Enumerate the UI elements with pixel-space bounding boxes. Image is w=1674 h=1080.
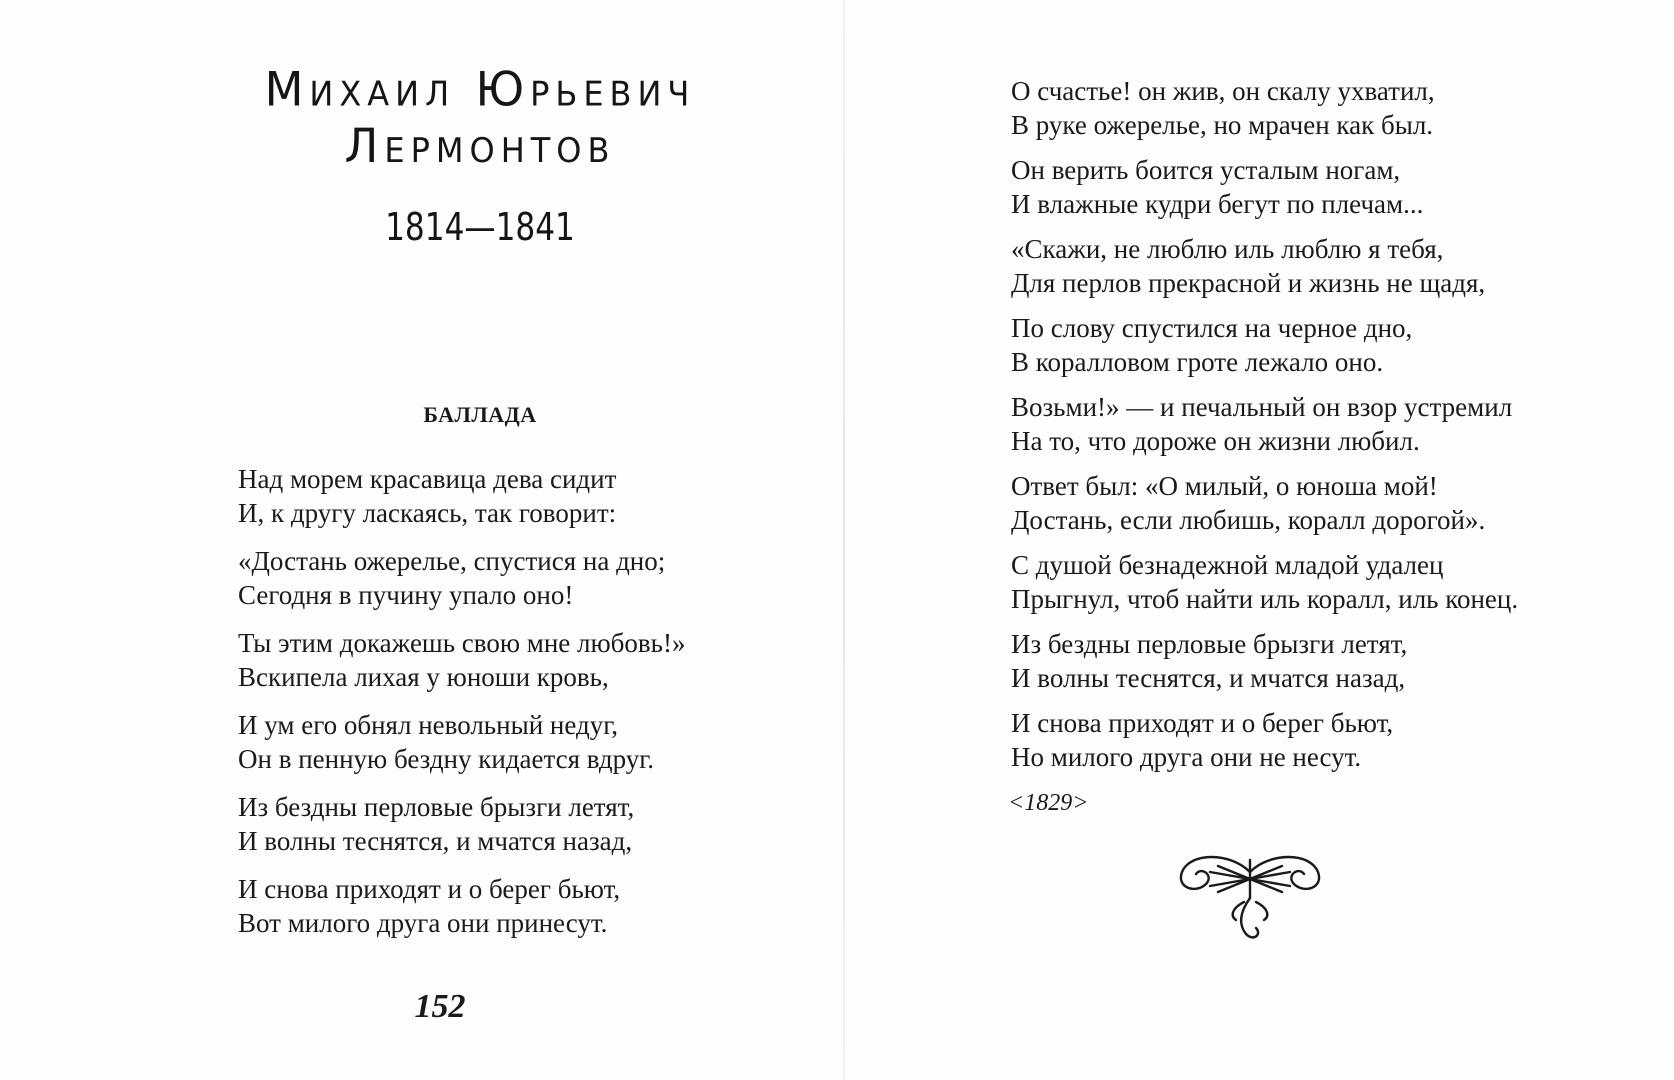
verse-line: «Достань ожерелье, спустися на дно; bbox=[238, 546, 666, 576]
stanza bbox=[1011, 469, 1518, 537]
verse-line: Но милого друга они не несут. bbox=[1011, 742, 1362, 772]
left-stanzas bbox=[238, 462, 685, 954]
stanza bbox=[238, 790, 685, 858]
author-last-name: Лермонтов bbox=[344, 118, 616, 174]
verse-line: И ум его обнял невольный недуг, bbox=[238, 710, 619, 740]
stanza bbox=[238, 462, 685, 530]
stanza bbox=[238, 708, 685, 776]
stanza bbox=[1011, 311, 1518, 379]
verse-line: Ответ был: «О милый, о юноша мой! bbox=[1011, 471, 1438, 501]
verse-line: С душой безнадежной младой удалец bbox=[1011, 550, 1444, 580]
verse-line: О счастье! он жив, он скалу ухватил, bbox=[1011, 76, 1435, 106]
verse-line: Он верить боится усталым ногам, bbox=[1011, 155, 1401, 185]
stanza bbox=[1011, 627, 1518, 695]
verse-line: Вот милого друга они принесут. bbox=[238, 908, 608, 938]
stanza bbox=[1011, 706, 1518, 774]
poem-title: БАЛЛАДА bbox=[423, 402, 537, 427]
flourish-ornament-icon bbox=[1170, 842, 1330, 952]
verse-line: И снова приходят и о берег бьют, bbox=[238, 874, 621, 904]
verse-line: И, к другу ласкаясь, так говорит: bbox=[238, 498, 617, 528]
verse-line: Прыгнул, чтоб найти иль коралл, иль конец. bbox=[1011, 584, 1519, 614]
verse-line: Сегодня в пучину упало оно! bbox=[238, 580, 574, 610]
verse-line: Достань, если любишь, коралл дорогой». bbox=[1011, 505, 1486, 535]
stanza bbox=[1011, 153, 1518, 221]
verse-line: Для перлов прекрасной и жизнь не щадя, bbox=[1011, 268, 1486, 298]
stanza bbox=[1011, 390, 1518, 458]
verse-line: «Скажи, не люблю иль люблю я тебя, bbox=[1011, 234, 1444, 264]
author-years: 1814—1841 bbox=[385, 205, 575, 249]
verse-line: На то, что дороже он жизни любил. bbox=[1011, 426, 1420, 456]
stanza bbox=[238, 626, 685, 694]
verse-line: Вскипела лихая у юноши кровь, bbox=[238, 662, 609, 692]
verse-line: И волны теснятся, и мчатся назад, bbox=[1011, 663, 1406, 693]
verse-line: Из бездны перловые брызги летят, bbox=[238, 792, 635, 822]
verse-line: Ты этим докажешь свою мне любовь!» bbox=[238, 628, 686, 658]
right-stanzas bbox=[1011, 74, 1518, 785]
verse-line: В руке ожерелье, но мрачен как был. bbox=[1011, 110, 1434, 140]
verse-line: Над морем красавица дева сидит bbox=[238, 464, 617, 494]
verse-line: И волны теснятся, и мчатся назад, bbox=[238, 826, 633, 856]
author-first-name: Михаил Юрьевич bbox=[264, 61, 696, 117]
verse-line: В коралловом гроте лежало оно. bbox=[1011, 347, 1384, 377]
verse-line: Из бездны перловые брызги летят, bbox=[1011, 629, 1408, 659]
stanza bbox=[238, 872, 685, 940]
stanza bbox=[1011, 232, 1518, 300]
stanza bbox=[1011, 548, 1518, 616]
poem-date: <1829> bbox=[1008, 790, 1089, 816]
author-name bbox=[0, 61, 960, 174]
verse-line: По слову спустился на черное дно, bbox=[1011, 313, 1413, 343]
page-number: 152 bbox=[414, 988, 466, 1025]
verse-line: И влажные кудри бегут по плечам... bbox=[1011, 189, 1424, 219]
stanza bbox=[1011, 74, 1518, 142]
verse-line: И снова приходят и о берег бьют, bbox=[1011, 708, 1394, 738]
verse-line: Он в пенную бездну кидается вдруг. bbox=[238, 744, 655, 774]
verse-line: Возьми!» — и печальный он взор устремил bbox=[1011, 392, 1513, 422]
stanza bbox=[238, 544, 685, 612]
